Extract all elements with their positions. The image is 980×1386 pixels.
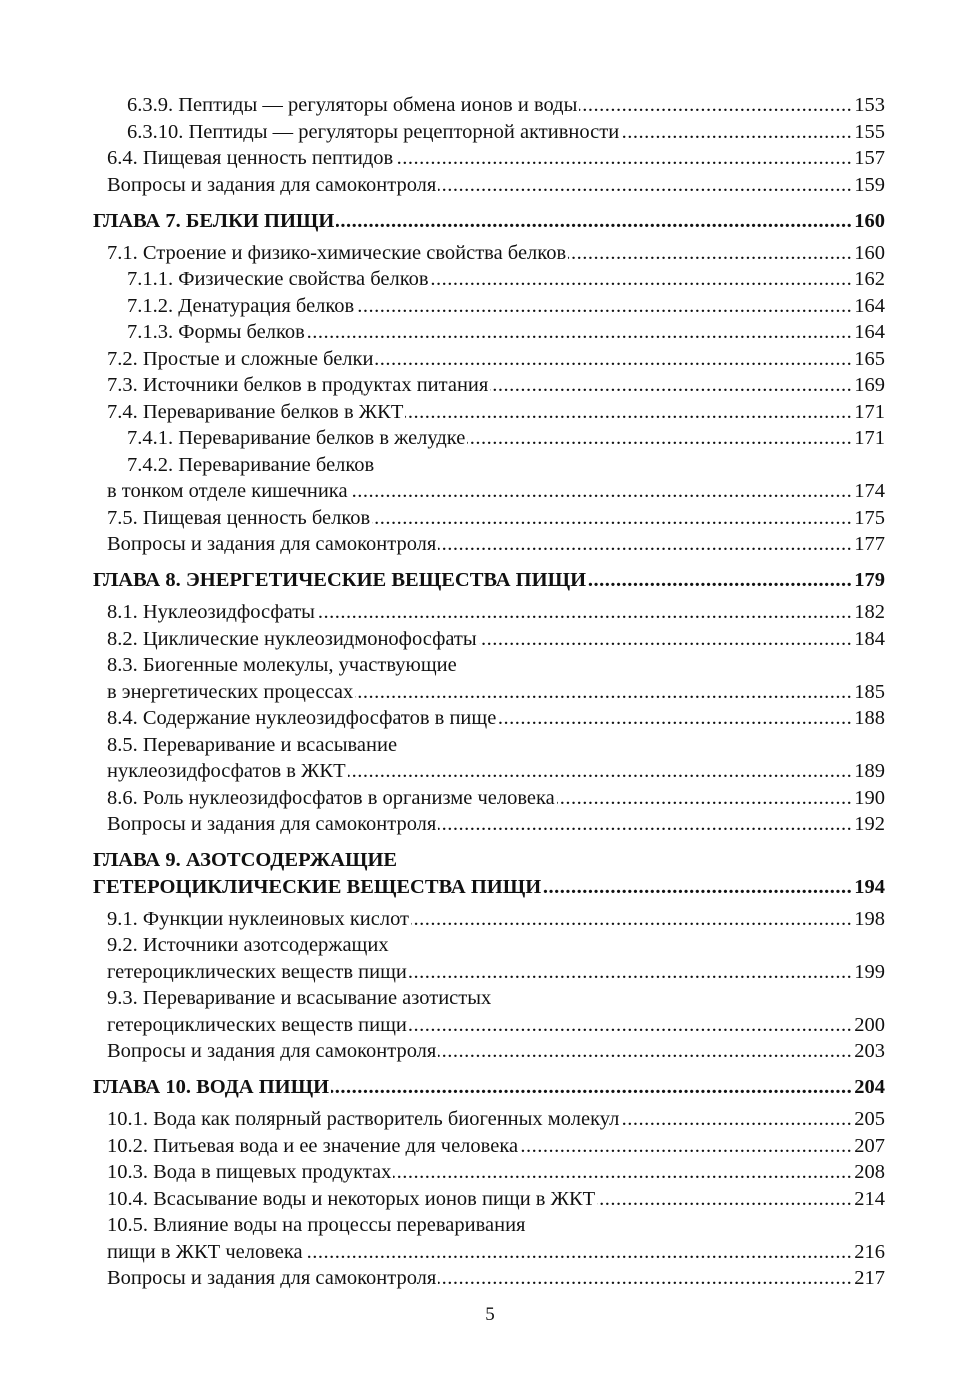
toc-page-number: 204 [854,1076,885,1098]
toc-entry-title: 8.2. Циклические нуклеозидмонофосфаты [107,627,477,650]
toc-entry-title: ГЛАВА 8. ЭНЕРГЕТИЧЕСКИЕ ВЕЩЕСТВА ПИЩИ [93,569,587,591]
toc-entry-title: 9.3. Переваривание и всасывание азотистых [107,987,492,1009]
toc-entry[interactable] [93,932,885,985]
toc-line [93,531,885,558]
toc-entry-title: 10.2. Питьевая вода и ее значение для человека [107,1134,519,1157]
toc-entry[interactable] [93,811,885,838]
toc-line [93,567,885,594]
toc-page-number: 199 [854,960,885,983]
toc-line [93,240,885,267]
toc-line [93,652,885,679]
toc-line [93,119,885,146]
toc-chapter-heading[interactable] [93,567,885,594]
toc-page-number: 194 [854,875,885,898]
toc-entry[interactable] [93,705,885,732]
toc-entry[interactable] [93,372,885,399]
toc-line [93,1074,885,1101]
toc-line [93,346,885,373]
toc-line [93,372,885,399]
dot-leader [317,599,852,626]
dot-leader [411,906,852,933]
toc-line [93,847,885,874]
dot-leader [467,425,852,452]
table-of-contents [93,92,885,1292]
toc-entry[interactable] [93,906,885,933]
toc-line [93,785,885,812]
toc-entry[interactable] [93,626,885,653]
toc-page-number: 171 [854,427,885,449]
toc-entry-title: ГЛАВА 9. АЗОТСОДЕРЖАЩИЕ [93,849,398,871]
toc-entry[interactable] [93,505,885,532]
dot-leader [350,478,853,505]
dot-leader [355,679,852,706]
toc-page-number: 160 [854,209,885,232]
dot-leader [348,758,853,785]
dot-leader [336,208,852,235]
toc-entry[interactable] [93,92,885,119]
toc-entry-title: 8.5. Переваривание и всасывание [107,733,398,756]
dot-leader [438,811,852,838]
toc-page-number: 174 [854,480,885,502]
dot-leader [490,372,852,399]
toc-page-number: 208 [854,1161,885,1183]
toc-line [93,1239,885,1266]
dot-leader [520,1133,852,1160]
toc-line [93,874,885,901]
toc-page-number: 164 [854,294,885,317]
toc-line [93,932,885,959]
toc-line [93,319,885,346]
toc-page-number: 207 [854,1134,885,1157]
toc-page-number: 217 [854,1267,885,1289]
dot-leader [479,626,853,653]
toc-line [93,145,885,172]
toc-entry[interactable] [93,119,885,146]
dot-leader [438,1038,852,1065]
toc-line [93,293,885,320]
toc-entry[interactable] [93,1186,885,1213]
toc-entry[interactable] [93,319,885,346]
toc-page-number: 200 [854,1013,885,1036]
dot-leader [375,346,852,373]
toc-line [93,626,885,653]
toc-entry[interactable] [93,1265,885,1292]
toc-entry-title: 7.5. Пищевая ценность белков [107,506,371,529]
toc-entry-title: 8.6. Роль нуклеозидфосфатов в организме человека [107,786,555,809]
toc-page-number: 164 [854,321,885,343]
toc-line [93,425,885,452]
dot-leader [372,505,852,532]
toc-line [93,906,885,933]
toc-page-number: 171 [854,400,885,423]
toc-entry-title: Вопросы и задания для самоконтроля [107,1267,437,1289]
toc-line [93,732,885,759]
toc-line [93,1106,885,1133]
dot-leader [409,959,852,986]
toc-entry-title: 7.4. Переваривание белков в ЖКТ [107,400,404,423]
dot-leader [395,145,852,172]
toc-page-number: 159 [854,173,885,196]
toc-entry-title: 7.4.1. Переваривание белков в желудке [127,427,466,449]
toc-entry-title: 7.2. Простые и сложные белки [107,347,374,370]
toc-entry-title: 10.3. Вода в пищевых продуктах [107,1161,392,1183]
dot-leader [305,1239,853,1266]
toc-page-number: 184 [854,627,885,650]
toc-entry-title: 9.1. Функции нуклеиновых кислот [107,907,410,930]
dot-leader [307,319,852,346]
toc-page-number: 216 [854,1240,885,1263]
toc-line [93,505,885,532]
toc-page-number: 205 [854,1108,885,1130]
toc-line [93,452,885,479]
toc-entry-title: гетероциклических веществ пищи [107,960,407,983]
dot-leader [597,1186,852,1213]
toc-entry-title: ГЛАВА 10. ВОДА ПИЩИ [93,1076,330,1098]
toc-chapter-heading[interactable] [93,847,885,900]
dot-leader [438,172,852,199]
toc-line [93,1186,885,1213]
toc-page-number: 189 [854,760,885,782]
toc-line [93,811,885,838]
toc-entry-title: пищи в ЖКТ человека [107,1240,303,1263]
toc-line [93,1212,885,1239]
toc-entry[interactable] [93,452,885,505]
dot-leader [431,266,853,293]
toc-entry-title: 6.3.9. Пептиды — регуляторы обмена ионов и воды [127,94,578,116]
toc-entry-title: Вопросы и задания для самоконтроля [107,1040,437,1062]
toc-page-number: 165 [854,347,885,370]
toc-chapter-heading[interactable] [93,208,885,235]
toc-entry-title: гетероциклических веществ пищи [107,1013,407,1036]
dot-leader [438,1265,852,1292]
toc-entry-title: Вопросы и задания для самоконтроля [107,173,437,196]
dot-leader [568,240,852,267]
toc-entry-title: 7.4.2. Переваривание белков [127,453,375,476]
toc-entry-title: Вопросы и задания для самоконтроля [107,813,437,835]
toc-line [93,1038,885,1065]
dot-leader [438,531,852,558]
toc-chapter-heading[interactable] [93,1074,885,1101]
toc-page-number: 190 [854,786,885,809]
toc-page-number: 179 [854,569,885,591]
toc-page-number: 175 [854,506,885,529]
toc-entry-title: ГЕТЕРОЦИКЛИЧЕСКИЕ ВЕЩЕСТВА ПИЩИ [93,875,542,898]
toc-entry[interactable] [93,346,885,373]
toc-page-number: 188 [854,707,885,729]
toc-entry[interactable] [93,1133,885,1160]
toc-entry[interactable] [93,732,885,785]
toc-page-number: 160 [854,241,885,264]
toc-entry-title: в тонком отделе кишечника [107,480,348,502]
dot-leader [405,399,852,426]
toc-entry[interactable] [93,1106,885,1133]
toc-line [93,985,885,1012]
toc-entry[interactable] [93,785,885,812]
toc-line [93,959,885,986]
toc-entry-title: ГЛАВА 7. БЕЛКИ ПИЩИ [93,209,335,232]
toc-entry-title: 7.1.2. Денатурация белков [127,294,355,317]
toc-entry[interactable] [93,1038,885,1065]
toc-line [93,1012,885,1039]
toc-entry-title: 8.3. Биогенные молекулы, участвующие [107,654,457,676]
toc-entry-title: 7.1.3. Формы белков [127,321,305,343]
toc-line [93,172,885,199]
dot-leader [543,874,852,901]
toc-entry[interactable] [93,145,885,172]
toc-line [93,758,885,785]
dot-leader [331,1074,852,1101]
toc-entry[interactable] [93,652,885,705]
toc-line [93,208,885,235]
dot-leader [588,567,852,594]
dot-leader [356,293,852,320]
toc-entry-title: 7.1. Строение и физико-химические свойства белков [107,241,567,264]
toc-entry-title: в энергетических процессах [107,680,354,703]
toc-entry[interactable] [93,399,885,426]
page-number: 5 [485,1304,495,1325]
toc-line [93,599,885,626]
toc-page-number: 177 [854,533,885,555]
dot-leader [621,119,852,146]
dot-leader [579,92,852,119]
toc-entry-title: 10.5. Влияние воды на процессы переваривания [107,1214,526,1236]
toc-entry-title: 10.4. Всасывание воды и некоторых ионов пищи в ЖКТ [107,1187,596,1210]
dot-leader [621,1106,852,1133]
toc-line [93,478,885,505]
toc-entry[interactable] [93,266,885,293]
toc-line [93,1133,885,1160]
toc-entry[interactable] [93,1212,885,1265]
toc-page-number: 185 [854,680,885,703]
toc-line [93,705,885,732]
toc-page-number: 157 [854,147,885,169]
toc-line [93,1265,885,1292]
toc-entry-title: 10.1. Вода как полярный растворитель биогенных молекул [107,1108,620,1130]
toc-entry[interactable] [93,240,885,267]
toc-entry-title: 6.4. Пищевая ценность пептидов [107,147,394,169]
toc-line [93,92,885,119]
toc-entry[interactable] [93,599,885,626]
toc-entry-title: 8.1. Нуклеозидфосфаты [107,601,315,623]
toc-page-number: 169 [854,374,885,396]
toc-entry-title: 6.3.10. Пептиды — регуляторы рецепторной активности [127,120,620,143]
toc-page-number: 153 [854,94,885,116]
toc-line [93,1159,885,1186]
dot-leader [393,1159,852,1186]
toc-page-number: 182 [854,601,885,623]
toc-page-number: 192 [854,813,885,835]
toc-page-number: 155 [854,120,885,143]
toc-entry-title: 9.2. Источники азотсодержащих [107,934,389,956]
dot-leader [498,705,852,732]
toc-entry-title: 8.4. Содержание нуклеозидфосфатов в пище [107,707,497,729]
toc-entry[interactable] [93,293,885,320]
toc-line [93,399,885,426]
toc-page-number: 203 [854,1040,885,1062]
toc-page-number: 198 [854,907,885,930]
toc-page-number: 214 [854,1187,885,1210]
dot-leader [409,1012,852,1039]
dot-leader [557,785,853,812]
toc-entry-title: Вопросы и задания для самоконтроля [107,533,437,555]
toc-line [93,679,885,706]
toc-entry-title: 7.3. Источники белков в продуктах питания [107,374,489,396]
toc-entry[interactable] [93,425,885,452]
toc-page-number: 162 [854,268,885,290]
toc-entry[interactable] [93,1159,885,1186]
toc-entry[interactable] [93,531,885,558]
toc-entry[interactable] [93,985,885,1038]
toc-entry[interactable] [93,172,885,199]
toc-entry-title: 7.1.1. Физические свойства белков [127,268,429,290]
toc-line [93,266,885,293]
toc-entry-title: нуклеозидфосфатов в ЖКТ [107,760,346,782]
